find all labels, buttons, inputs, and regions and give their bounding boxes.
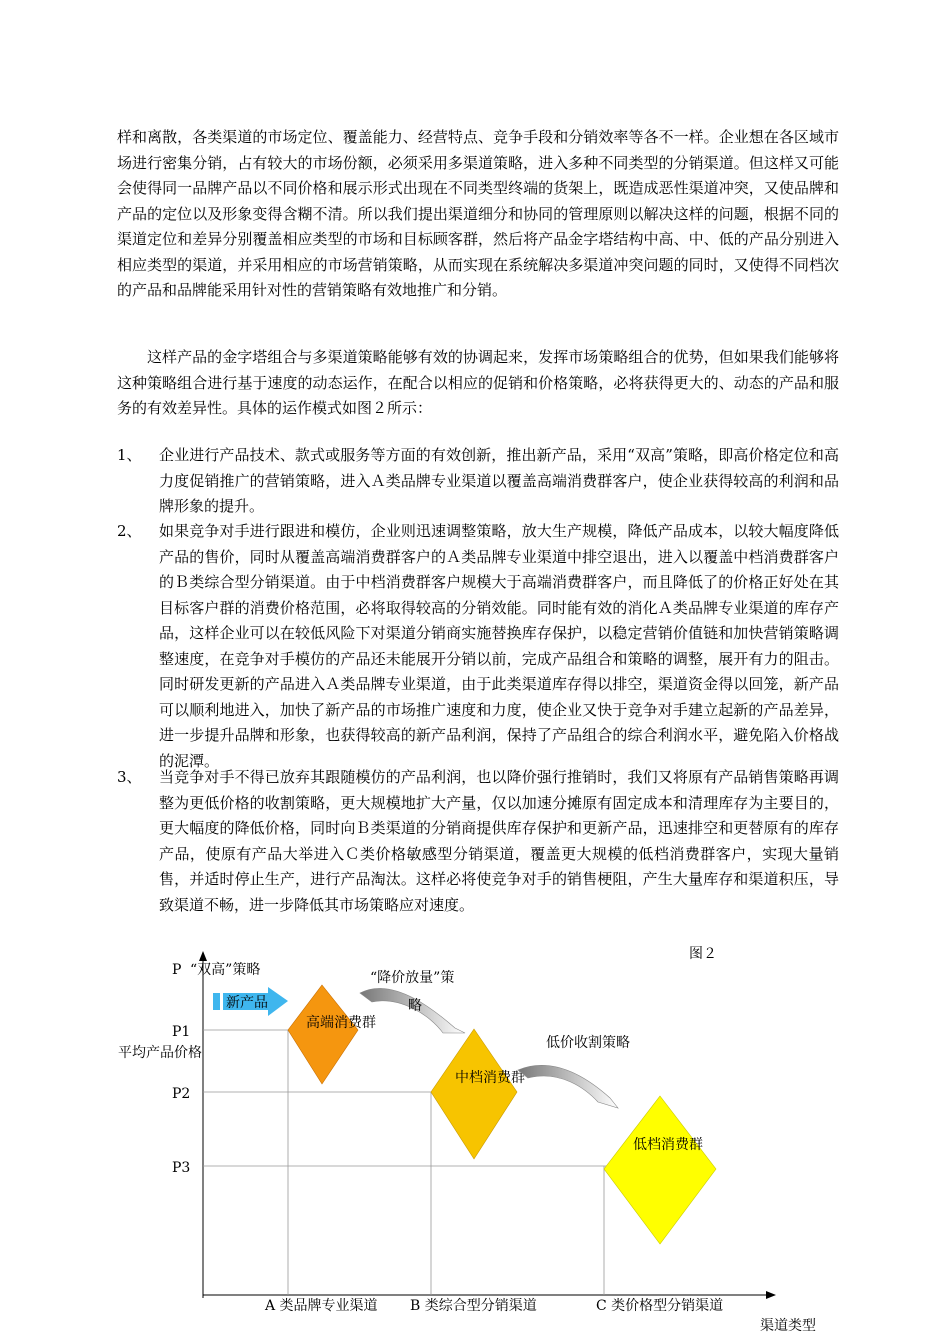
double-high-strategy-label: “双高”策略 [190,962,261,978]
new-product-arrow-tail-1 [213,993,220,1010]
harvest-strategy-label: 低价收割策略 [546,1035,630,1051]
y-axis-p-label: P [172,962,182,978]
low-tier-diamond [604,1096,716,1244]
level-label-p3: P3 [172,1160,191,1176]
body-paragraph-1: 样和离散，各类渠道的市场定位、覆盖能力、经营特点、竞争手段和分销效率等各不一样。企业想在各区域市场进行密集分销，占有较大的市场份额，必须采用多渠道策略，进入多种不同类型的分销渠道。但这样又可能会使得同一品牌产品以不同价格和展示形式出现在不同类型终端的货架上，既造成恶性渠道冲突，又使品牌和产品的定位以及形象变得含糊不清。所以我们提出渠道细分和协同的管理原则以解决这样的问题，根据不同的渠道定位和差异分别覆盖相应类型的市场和目标顾客群，然后将产品金字塔结构中高、中、低的产品分别进入相应类型的渠道，并采用相应的市场营销策略，从而实现在系统解决多渠道冲突问题的同时，又使得不同档次的产品和品牌能采用针对性的营销策略有效地推广和分销。 [117,128,839,299]
list-number: 3、 [117,768,142,786]
channel-label-a: A 类品牌专业渠道 [265,1298,378,1314]
segment-label-mid: 中档消费群 [455,1070,525,1086]
price-cut-strategy-label-1: “降价放量”策 [370,970,455,986]
strategy-diagram [0,930,950,1344]
list-number: 2、 [117,522,142,540]
segment-label-low: 低档消费群 [633,1137,703,1153]
list-text: 如果竞争对手进行跟进和模仿，企业则迅速调整策略，放大生产规模，降低产品成本，以较大幅度降低产品的售价，同时从覆盖高端消费群客户的Ａ类品牌专业渠道中排空退出，进入以覆盖中档消费群客户的Ｂ类综合型分销渠道。由于中档消费群客户规模大于高端消费群客户，而且降低了的价格正好处在其目标客户群的消费价格范围，必将取得较高的分销效能。同时能有效的消化Ａ类品牌专业渠道的库存产品，这样企业可以在较低风险下对渠道分销商实施替换库存保护，以稳定营销价值链和加快营销策略调整速度，在竞争对手模仿的产品还未能展开分销以前，完成产品组合和策略的调整，展开有力的阻击。同时研发更新的产品进入Ａ类品牌专业渠道，由于此类渠道库存得以排空，渠道资金得以回笼，新产品可以顺利地进入，加快了新产品的市场推广速度和力度，使企业又快于竞争对手建立起新的产品差异，进一步提升品牌和形象，也获得较高的新产品利润，保持了产品组合的综合利润水平，避免陷入价格战的泥潭。 [159,522,839,770]
high-end-diamond [288,985,358,1084]
price-cut-strategy-label-2: 略 [408,998,422,1014]
harvest-curve-arrow [518,1065,618,1108]
body-paragraph-2: 这样产品的金字塔组合与多渠道策略能够有效的协调起来，发挥市场策略组合的优势，但如果我们能够将这种策略组合进行基于速度的动态运作，在配合以相应的促销和价格策略，必将获得更大的、动态的产品和服务的有效差异性。具体的运作模式如图２所示： [117,348,839,417]
list-text: 当竞争对手不得已放弃其跟随模仿的产品利润，也以降价强行推销时，我们又将原有产品销售策略再调整为更低价格的收割策略，更大规模地扩大产量，仅以加速分摊原有固定成本和清理库存为主要目的，更大幅度的降低价格，同时向Ｂ类渠道的分销商提供库存保护和更新产品，迅速排空和更替原有的库存产品，使原有产品大举进入Ｃ类价格敏感型分销渠道，覆盖更大规模的低档消费群客户，实现大量销售，并适时停止生产，进行产品淘汰。这样必将使竞争对手的销售梗阻，产生大量库存和渠道积压，导致渠道不畅，进一步降低其市场策略应对速度。 [159,768,839,914]
y-axis-title: 平均产品价格 [118,1045,202,1061]
mid-tier-diamond [431,1029,517,1159]
channel-label-b: B 类综合型分销渠道 [410,1298,537,1314]
list-number: 1、 [117,446,142,464]
channel-label-c: C 类价格型分销渠道 [596,1298,724,1314]
level-label-p2: P2 [172,1086,191,1102]
level-label-p1: P1 [172,1024,191,1040]
list-text: 企业进行产品技术、款式或服务等方面的有效创新，推出新产品，采用“双高”策略，即高价格定位和高力度促销推广的营销策略，进入Ａ类品牌专业渠道以覆盖高端消费群客户，使企业获得较高的利润和品牌形象的提升。 [159,446,839,515]
figure-caption: 图２ [689,946,717,962]
list-item-2 [117,519,839,769]
list-item-3 [117,765,839,915]
x-axis-title: 渠道类型 [760,1318,816,1334]
segment-label-high: 高端消费群 [306,1015,376,1031]
new-product-label: 新产品 [226,995,268,1011]
list-item-1 [117,443,839,520]
